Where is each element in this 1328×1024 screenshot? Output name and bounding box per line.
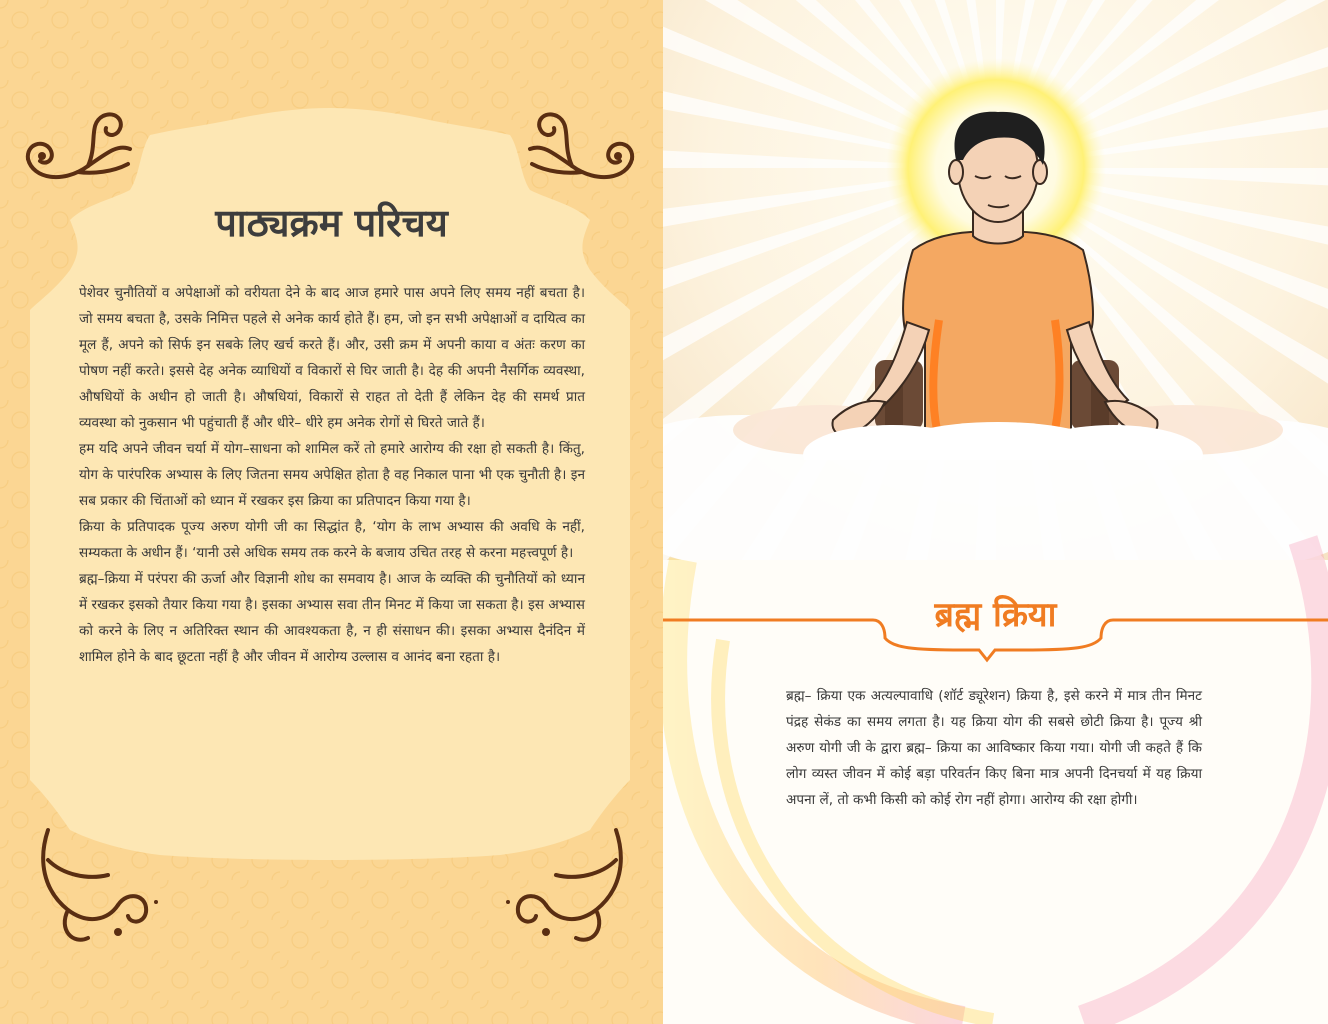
paragraph-3: क्रिया के प्रतिपादक पूज्य अरुण योगी जी का सिद्धांत है, ‘योग के लाभ अभ्यास की अवधि के नहीं, सम्यकता के अधीन हैं। ‘यानी उसे अधिक समय तक करने के बजाय उचित तरह से करना महत्त्वपूर्ण है। <box>79 519 585 561</box>
paragraph-1: पेशेवर चुनौतियों व अपेक्षाओं को वरीयता देने के बाद आज हमारे पास अपने लिए समय नहीं बचता है। जो समय बचता है, उसके निमित्त पहले से अनेक कार्य होते हैं। हम, जो इन सभी अपेक्षाओं व दायित्व का मूल हैं, अपने को सिर्फ इन सबके लिए खर्च करते हैं। और, उसी क्रम में अपनी काया व अंतः करण का पोषण नहीं करते। इससे देह अनेक व्याधियों व विकारों से घिर जाती है। देह की अपनी नैसर्गिक व्यवस्था, औषधियों के अधीन हो जाती है। औषधियां, विकारों से राहत तो देती हैं लेकिन देह की समर्थ प्रात व्यवस्था को नुकसान भी पहुंचाती हैं और धीरे– धीरे हम अनेक रोगों से घिरते जाते हैं। <box>79 285 585 431</box>
paragraph-2: हम यदि अपने जीवन चर्या में योग–साधना को शामिल करें तो हमारे आरोग्य की रक्षा हो सकती है। किंतु, योग के पारंपरिक अभ्यास के लिए जितना समय अपेक्षित होता है वह निकाल पाना भी एक चुनौती है। इन सब प्रकार की चिंताओं को ध्यान में रखकर इस क्रिया का प्रतिपादन किया गया है। <box>79 441 585 509</box>
kriya-description: ब्रह्म– क्रिया एक अत्यल्पावाधि (शॉर्ट ड्यूरेशन) क्रिया है, इसे करने में मात्र तीन मिनट पंद्रह सेकंड का समय लगता है। यह क्रिया योग की सबसे छोटी क्रिया है। पूज्य श्री अरुण योगी जी के द्वारा ब्रह्म– क्रिया का आविष्कार किया गया। योगी जी कहते हैं कि लोग व्यस्त जीवन में कोई बड़ा परिवर्तन किए बिना मात्र अपनी दिनचर्या में यह क्रिया अपना लें, तो कभी किसी को कोई रोग नहीं होगा। आरोग्य की रक्षा होगी। <box>786 688 1202 808</box>
paragraph-4: ब्रह्म–क्रिया में परंपरा की ऊर्जा और विज्ञानी शोध का समवाय है। आज के व्यक्ति की चुनौतियों को ध्यान में रखकर इसको तैयार किया गया है। इसका अभ्यास सवा तीन मिनट में किया जा सकता है। इस अभ्यास को करने के लिए न अतिरिक्त स्थान की आवश्यकता है, न ही संसाधन की। इसका अभ्यास दैनंदिन में शामिल होने के बाद छूटता नहीं है और जीवन में आरोग्य उल्लास व आनंद बना रहता है। <box>79 571 585 665</box>
kriya-title: ब्रह्म क्रिया <box>934 595 1057 635</box>
bottom-right-swirl-ornament <box>496 820 636 950</box>
top-right-swirl-ornament <box>522 104 642 190</box>
left-page <box>0 0 663 1024</box>
top-left-swirl-ornament <box>18 104 138 190</box>
intro-text <box>79 280 585 670</box>
meditating-figure <box>663 0 1328 460</box>
page-title: पाठ्यक्रम परिचय <box>215 201 448 245</box>
bottom-left-swirl-ornament <box>28 820 168 950</box>
right-page <box>663 0 1328 1024</box>
